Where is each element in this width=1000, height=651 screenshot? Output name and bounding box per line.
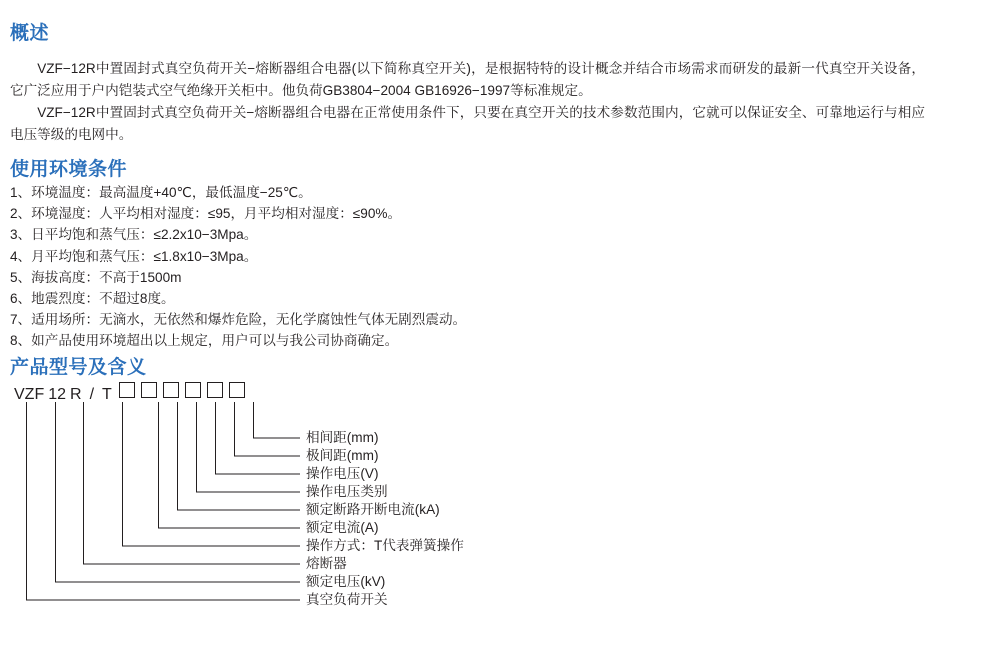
code-token-vzf: VZF <box>14 386 45 403</box>
list-item: 4、月平均饱和蒸气压：≤1.8x10−3Mpa。 <box>10 248 258 264</box>
list-item: 7、适用场所：无滴水，无依然和爆炸危险，无化学腐蚀性气体无剧烈震动。 <box>10 312 467 328</box>
list-item: 5、海拔高度：不高于1500m <box>10 269 182 285</box>
list-item: 3、日平均饱和蒸气压：≤2.2x10−3Mpa。 <box>10 227 258 243</box>
label-operating-voltage: 操作电压(V) <box>306 466 379 481</box>
label-operating-voltage-type: 操作电压类别 <box>306 484 388 499</box>
label-rated-breaking-current: 额定断路开断电流(kA) <box>306 502 440 517</box>
section-title-overview: 概述 <box>10 23 50 44</box>
code-token-r: R <box>70 386 82 403</box>
label-operating-mode: 操作方式：T代表弹簧操作 <box>306 538 464 553</box>
section-title-model-designation: 产品型号及含义 <box>10 357 147 378</box>
label-pole-spacing: 极间距(mm) <box>306 448 379 463</box>
label-fuse: 熔断器 <box>306 556 347 571</box>
label-phase-spacing: 相间距(mm) <box>306 430 379 445</box>
label-vacuum-load-switch: 真空负荷开关 <box>306 592 388 607</box>
section-title-environment: 使用环境条件 <box>10 159 128 180</box>
list-item: 8、如产品使用环境超出以上规定，用户可以与我公司协商确定。 <box>10 333 399 349</box>
list-item: 2、环境湿度：人平均相对湿度：≤95，月平均相对湿度：≤90%。 <box>10 206 402 222</box>
leader-labels <box>0 382 1000 647</box>
label-rated-current: 额定电流(A) <box>306 520 379 535</box>
code-token-12: 12 <box>48 386 67 403</box>
model-designation-diagram <box>0 382 1000 647</box>
environment-conditions-list <box>10 182 940 352</box>
code-token-slash: / <box>89 386 95 403</box>
list-item: 1、环境温度：最高温度+40℃，最低温度−25℃。 <box>10 185 312 200</box>
label-rated-voltage: 额定电压(kV) <box>306 574 386 589</box>
list-item: 6、地震烈度：不超过8度。 <box>10 291 175 307</box>
code-token-t: T <box>102 386 112 403</box>
overview-paragraph-1: VZF−12R中置固封式真空负荷开关−熔断器组合电器(以下简称真空开关)，是根据特特的设计概念并结合市场需求而研发的最新一代真空开关设备，它广泛应用于户内铠装式空气绝缘开关柜中。他负荷GB3804−2004 GB16926−1997等标准规定。 <box>10 61 925 98</box>
overview-paragraph-2: VZF−12R中置固封式真空负荷开关−熔断器组合电器在正常使用条件下，只要在真空开关的技术参数范围内，它就可以保证安全、可靠地运行与相应电压等级的电网中。 <box>10 105 925 142</box>
